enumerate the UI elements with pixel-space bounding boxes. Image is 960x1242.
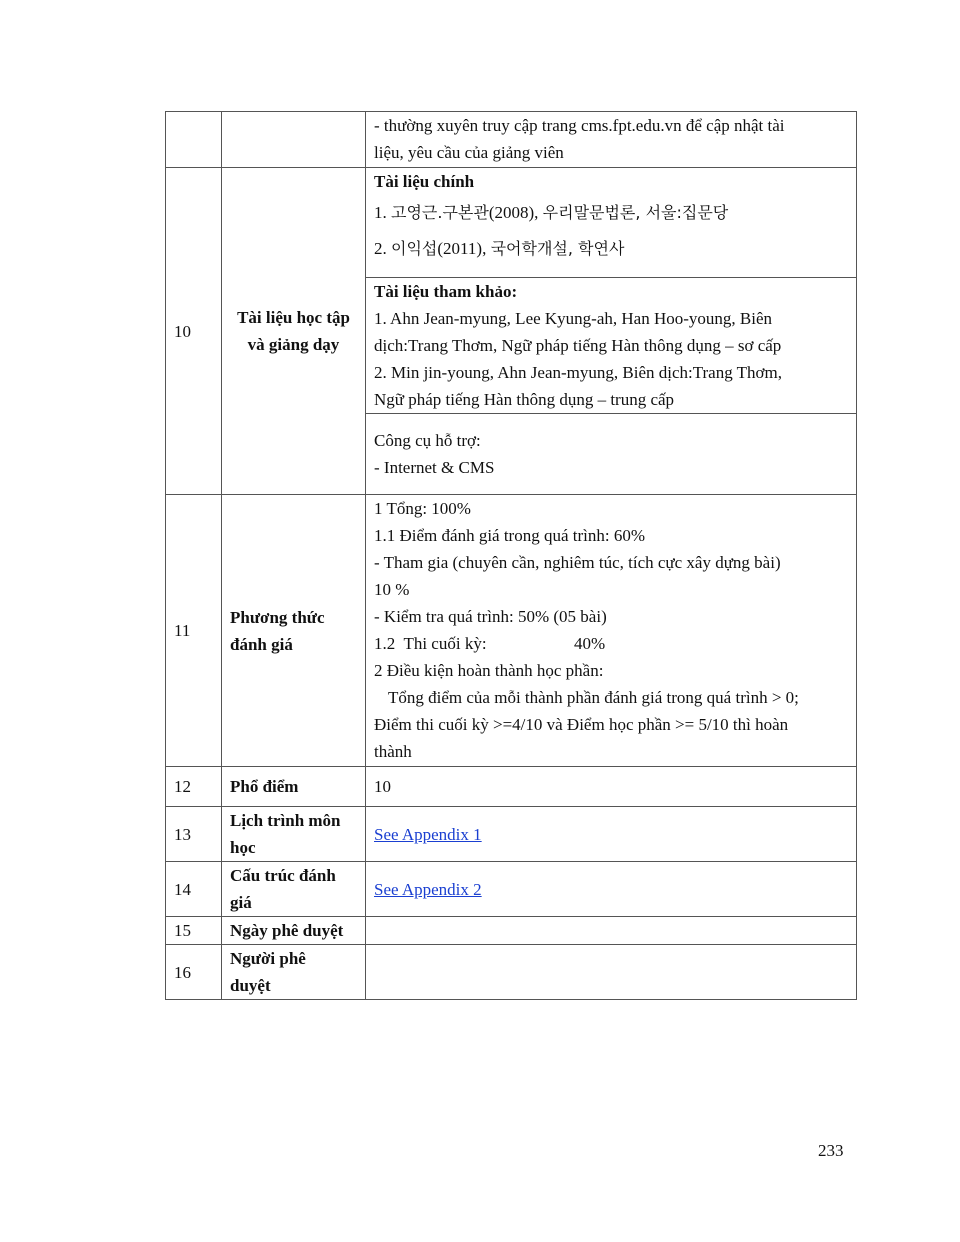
table-row-11 bbox=[166, 495, 857, 767]
table-row-16 bbox=[166, 945, 857, 1000]
assessment-line: 1 Tổng: 100% bbox=[374, 499, 471, 518]
main-material-item bbox=[374, 195, 848, 231]
row-label bbox=[222, 945, 366, 1000]
reference-line: dịch:Trang Thơm, Ngữ pháp tiếng Hàn thông dụng – sơ cấp bbox=[374, 336, 782, 355]
row-number: 13 bbox=[166, 807, 222, 862]
assessment-line: - Kiểm tra quá trình: 50% (05 bài) bbox=[374, 607, 607, 626]
page-number: 233 bbox=[818, 1141, 844, 1160]
row-number: 16 bbox=[166, 945, 222, 1000]
row-label-line: Cấu trúc đánh bbox=[230, 866, 336, 885]
row-label-line: duyệt bbox=[230, 976, 271, 995]
row-label-line: Phương thức bbox=[230, 607, 325, 627]
row-label bbox=[222, 807, 366, 862]
row-label bbox=[222, 495, 366, 767]
row-value: 10 bbox=[366, 767, 857, 807]
reference-line: 1. Ahn Jean-myung, Lee Kyung-ah, Han Hoo-young, Biên bbox=[374, 309, 773, 328]
row-label-line: học bbox=[230, 838, 256, 857]
row-number: 12 bbox=[166, 767, 222, 807]
row-label bbox=[222, 168, 366, 495]
tools-line: Công cụ hỗ trợ: bbox=[374, 431, 481, 450]
item-korean: 고영근.구본관 bbox=[391, 203, 489, 222]
table-row-continuation bbox=[166, 112, 857, 168]
item-korean: 우리말문법론, 서울:집문당 bbox=[542, 203, 729, 222]
number-cell bbox=[166, 112, 222, 168]
row-label-line: và giảng dạy bbox=[247, 335, 340, 354]
item-prefix: 2. bbox=[374, 239, 391, 258]
item-korean: 국어학개설, 학연사 bbox=[490, 239, 625, 258]
continuation-line: - thường xuyên truy cập trang cms.fpt.edu.vn để cập nhật tài bbox=[374, 116, 785, 135]
row-label: Phổ điểm bbox=[222, 767, 366, 807]
item-year: (2008), bbox=[488, 203, 543, 222]
table-row-10-main bbox=[166, 168, 857, 278]
table-row-13 bbox=[166, 807, 857, 862]
appendix-1-link[interactable]: See Appendix 1 bbox=[374, 824, 482, 844]
row-number: 11 bbox=[166, 495, 222, 767]
assessment-line: - Tham gia (chuyên cần, nghiêm túc, tích cực xây dựng bài) bbox=[374, 553, 781, 572]
row-value bbox=[366, 945, 857, 1000]
link-cell bbox=[366, 862, 857, 917]
assessment-line: 1.1 Điểm đánh giá trong quá trình: 60% bbox=[374, 526, 646, 545]
row-value bbox=[366, 917, 857, 945]
final-exam-line bbox=[374, 630, 848, 657]
row-label: Ngày phê duyệt bbox=[222, 917, 366, 945]
row-number: 10 bbox=[166, 168, 222, 495]
link-cell bbox=[366, 807, 857, 862]
table-row-15 bbox=[166, 917, 857, 945]
row-number: 14 bbox=[166, 862, 222, 917]
main-materials-heading: Tài liệu chính bbox=[374, 172, 475, 191]
reference-materials-cell bbox=[366, 278, 857, 414]
row-number: 15 bbox=[166, 917, 222, 945]
main-material-item bbox=[374, 231, 848, 267]
appendix-2-link[interactable]: See Appendix 2 bbox=[374, 879, 482, 899]
tools-cell bbox=[366, 414, 857, 495]
content-cell bbox=[366, 112, 857, 168]
reference-heading: Tài liệu tham khảo: bbox=[374, 282, 518, 301]
item-year: (2011), bbox=[437, 239, 491, 258]
item-prefix: 1. bbox=[374, 203, 391, 222]
row-label bbox=[222, 862, 366, 917]
row-label-line: giá bbox=[230, 893, 252, 912]
syllabus-table bbox=[165, 111, 857, 1000]
table-row-12 bbox=[166, 767, 857, 807]
reference-line: 2. Min jin-young, Ahn Jean-myung, Biên dịch:Trang Thơm, bbox=[374, 363, 783, 382]
assessment-line: Tổng điểm của mỗi thành phần đánh giá trong quá trình > 0; bbox=[388, 688, 799, 707]
tools-line: - Internet & CMS bbox=[374, 458, 495, 477]
main-materials-cell bbox=[366, 168, 857, 278]
row-label-line: Lịch trình môn bbox=[230, 811, 341, 830]
assessment-line: Điểm thi cuối kỳ >=4/10 và Điểm học phần >= 5/10 thì hoàn bbox=[374, 715, 789, 734]
assessment-cell bbox=[366, 495, 857, 767]
assessment-line: 10 % bbox=[374, 580, 410, 599]
item-korean: 이익섭 bbox=[391, 239, 438, 258]
row-label-line: Tài liệu học tập bbox=[237, 308, 350, 327]
label-cell bbox=[222, 112, 366, 168]
final-exam-value: 40% bbox=[574, 634, 606, 653]
table-row-14 bbox=[166, 862, 857, 917]
final-exam-label: 1.2 Thi cuối kỳ: bbox=[374, 634, 487, 653]
row-label-line: Người phê bbox=[230, 949, 306, 968]
assessment-line: thành bbox=[374, 742, 412, 761]
reference-line: Ngữ pháp tiếng Hàn thông dụng – trung cấp bbox=[374, 390, 675, 409]
assessment-line: 2 Điều kiện hoàn thành học phần: bbox=[374, 661, 604, 680]
continuation-line: liệu, yêu cầu của giảng viên bbox=[374, 143, 564, 162]
row-label-line: đánh giá bbox=[230, 634, 293, 654]
